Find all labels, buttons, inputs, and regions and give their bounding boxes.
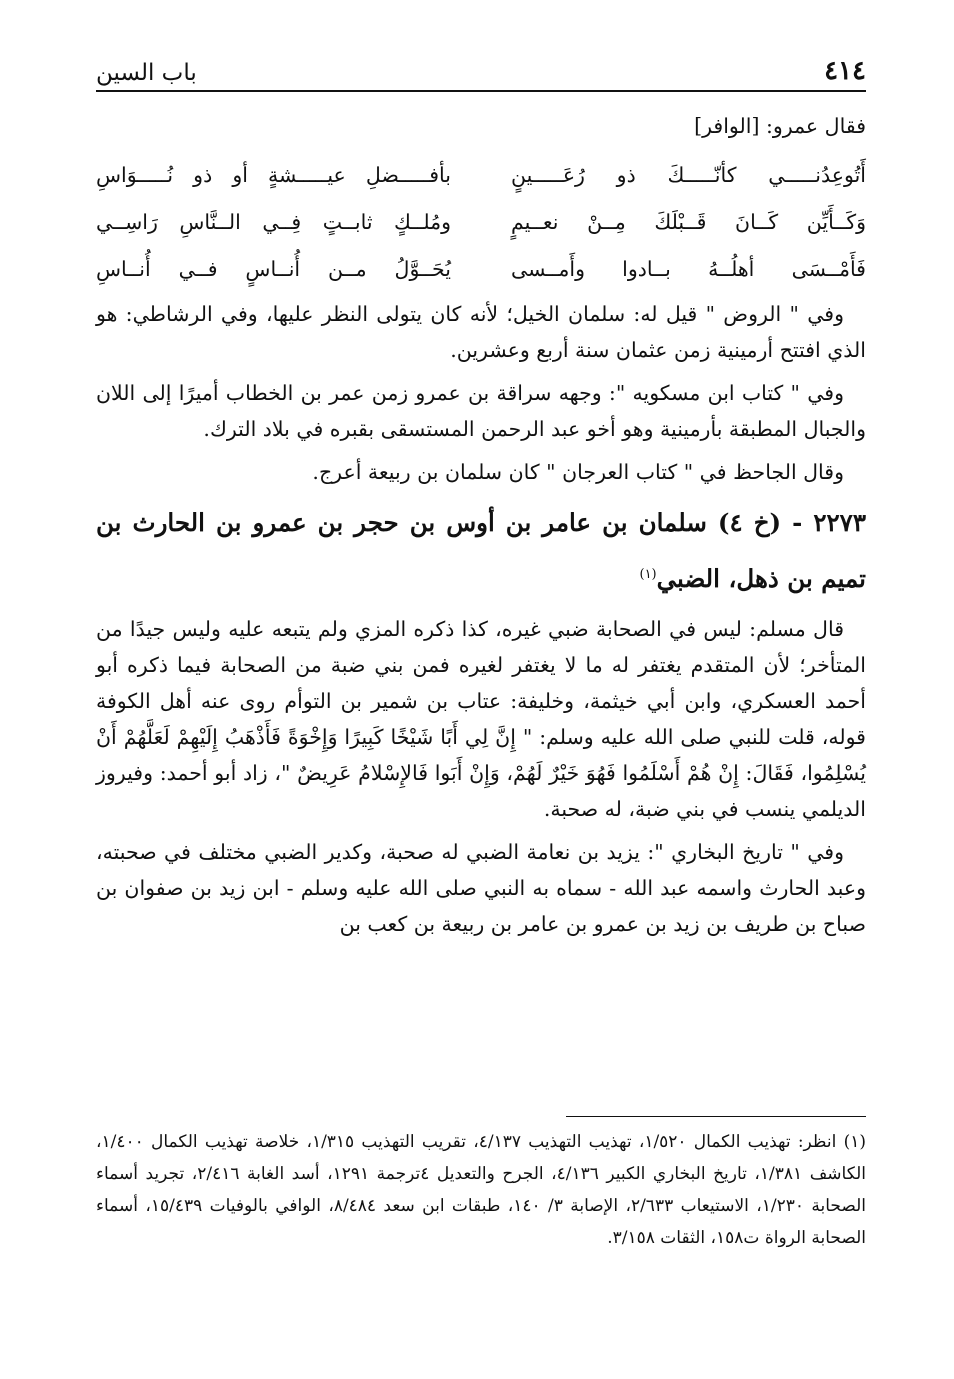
verse-first-hemistich: وَكَــأَيِّن كَــانَ قَــبْلَكَ مِــنْ نعــيمٍ [511, 209, 866, 234]
verse-second-hemistich: يُحَــوَّلُ مــن أُنــاسٍ فــي أُنــاسِ [96, 256, 451, 281]
poem-intro: فقال عمرو: [الوافر] [694, 114, 866, 138]
footnote-marker: (١) [639, 567, 657, 582]
footnotes [96, 1126, 866, 1261]
page-number: ٤١٤ [824, 56, 866, 86]
paragraph-muslim: قال مسلم: ليس في الصحابة ضبي غيره، كذا ذكره المزي ولم يتبعه عليه وليس جيدًا من المتأخر؛ لأن المتقدم يغتفر له ما لا يغتفر لغيره فمن بني ضبة من الصحابة فيما ذكره أبو أحمد العسكري، وابن أبي خيثمة، وخليفة: عتاب بن شمير بن التوأم روى عنه أهل الكوفة قوله، قلت للنبي صلى الله عليه وسلم: " إِنَّ لِي أَبًا شَيْخًا كَبِيرًا وَإِخْوَةً فَأَذْهَبُ إِلَيْهِمْ لَعَلَّهُمْ أَنْ يُسْلِمُوا، فَقَالَ: إِنْ هُمْ أَسْلَمُوا فَهُوَ خَيْرٌ لَهُمْ، وَإِنْ أَبَوا فَالإِسْلامُ عَرِيضٌ "، زاد أبو أحمد: وفيروز الديلمي ينسب في بني ضبة، له صحبة. [96, 617, 866, 822]
entry-heading-text: ٢٢٧٣ - (خ ٤) سلمان بن عامر بن أوس بن حجر بن عمرو بن الحارث بن تميم بن ذهل، الضبي [96, 508, 866, 594]
paragraph-miskawayh: وفي " كتاب ابن مسكويه ": وجهه سراقة بن عمرو زمن عمر بن الخطاب أميرًا إلى اللان والجبال المطبقة بأرمينية وهو أخو عبد الرحمن المستسقى بقبره في بلاد الترك. [96, 381, 866, 441]
footnote-divider [566, 1116, 866, 1117]
page-header [96, 50, 866, 92]
poem-verse-3 [96, 245, 866, 292]
footnote-1: (١) انظر: تهذيب الكمال ١/٥٢٠، تهذيب التهذيب ٤/١٣٧، تقريب التهذيب ١/٣١٥، خلاصة تهذيب الكمال ١/٤٠٠، الكاشف ١/٣٨١، تاريخ البخاري الكبير ٤/١٣٦، الجرح والتعديل ٤ترجمة ١٢٩١، أسد الغابة ٢/٤١٦، تجريد أسماء الصحابة ١/٢٣٠، الاستيعاب ٢/٦٣٣، الإصابة ٣/ ١٤٠، طبقات ابن سعد ٨/٤٨٤، الوافي بالوفيات ١٥/٤٣٩، أسماء الصحابة الرواة ت١٥٨، الثقات ٣/١٥٨. [96, 1132, 867, 1248]
poem-verse-2 [96, 198, 866, 245]
paragraph-jahiz: وقال الجاحظ في " كتاب العرجان " كان سلمان بن ربيعة أعرج. [312, 460, 844, 484]
paragraph-rawd: وفي " الروض " قيل له: سلمان الخيل؛ لأنه كان يتولى النظر عليها، وفي الرشاطي: هو الذي افتتح أرمينية زمن عثمان سنة أربع وعشرين. [96, 302, 866, 362]
verse-second-hemistich: ومُلــكٍ ثابــتٍ فِــي الــنَّاسِ رَاسِــي [96, 209, 451, 234]
verse-second-hemistich: بأفـــــضلِ عيـــــشةٍ أو ذو نُـــــوَاسِ [96, 162, 451, 187]
verse-first-hemistich: أَتُوعِدُنـــــي كأنّـــــكَ ذو رُعَـــــينٍ [511, 162, 866, 187]
running-title: باب السين [96, 60, 197, 86]
page-body [96, 108, 866, 949]
entry-heading [96, 497, 866, 605]
poem-verse-1 [96, 151, 866, 198]
verse-first-hemistich: فَأَمْــسَى أهلُــهُ بــادوا وأَمــسى [511, 256, 866, 281]
paragraph-bukhari: وفي " تاريخ البخاري ": يزيد بن نعامة الضبي له صحبة، وكدير الضبي مختلف في صحبته، وعبد الحارث واسمه عبد الله - سماه به النبي صلى الله عليه وسلم - ابن زيد بن صفوان بن صباح بن طريف بن زيد بن عمرو بن عامر بن ربيعة بن كعب بن [96, 840, 866, 937]
poem [96, 151, 866, 292]
